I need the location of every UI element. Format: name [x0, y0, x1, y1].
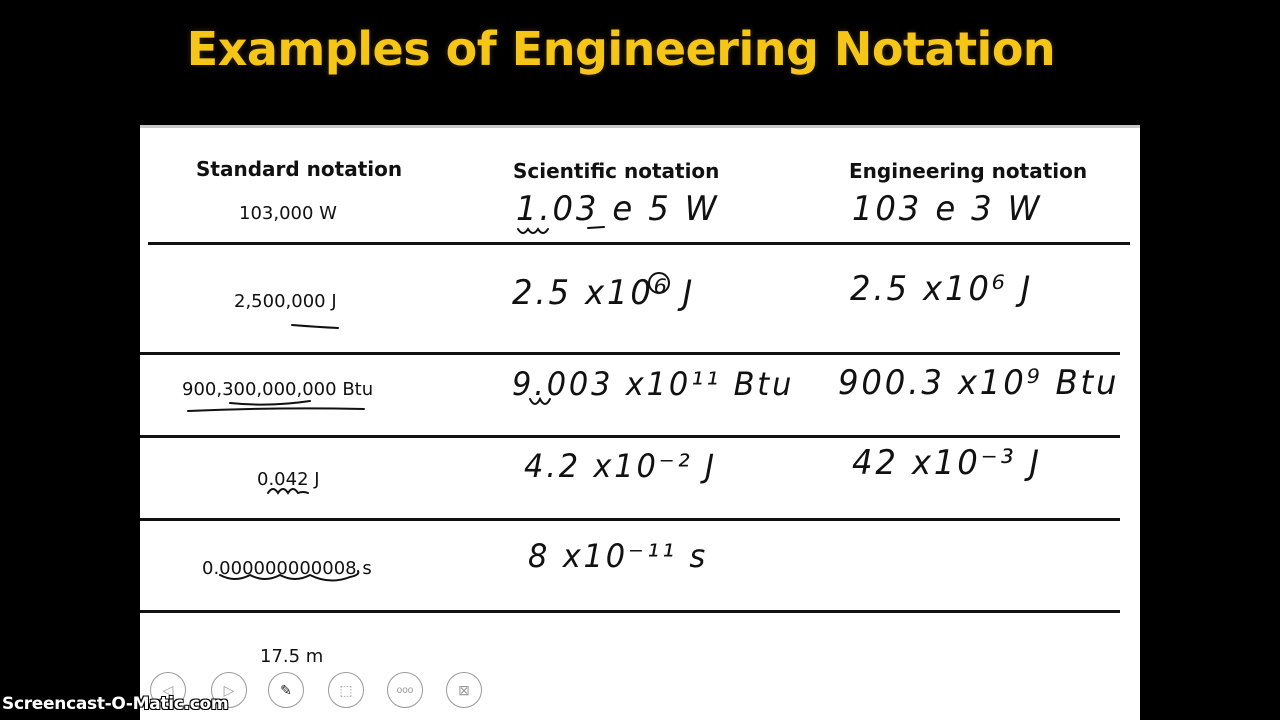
- end-show-button[interactable]: [446, 672, 482, 708]
- row1-standard: 103,000 W: [239, 203, 337, 224]
- header-engineering-notation: Engineering notation: [849, 159, 1088, 183]
- row4-scientific-handwritten: 4.2 x10⁻² J: [524, 447, 717, 485]
- row6-standard: 17.5 m: [260, 646, 324, 667]
- row5-scientific-handwritten: 8 x10⁻¹¹ s: [528, 537, 709, 575]
- row2-engineering-handwritten: 2.5 x10⁶ J: [850, 269, 1034, 309]
- row3-scientific-handwritten: 9.003 x10¹¹ Btu: [512, 365, 795, 403]
- header-scientific-notation: Scientific notation: [513, 159, 720, 183]
- zoom-icon: ⬚: [339, 681, 353, 698]
- row3-engineering-handwritten: 900.3 x10⁹ Btu: [838, 363, 1120, 403]
- row2-scientific-handwritten: 2.5 x10⁶ J: [512, 273, 696, 313]
- screencast-watermark: Screencast-O-Matic.com: [2, 694, 229, 714]
- triangle-left-icon: ◁: [162, 681, 174, 698]
- more-options-button[interactable]: [387, 672, 423, 708]
- row3-standard: 900,300,000,000 Btu: [182, 379, 374, 400]
- slide-title: Examples of Engineering Notation: [186, 22, 1056, 76]
- pen-tool-button[interactable]: [268, 672, 304, 708]
- row4-standard: 0.042 J: [257, 469, 320, 490]
- triangle-right-icon: ▷: [223, 681, 235, 698]
- row2-standard: 2,500,000 J: [234, 291, 337, 312]
- ellipsis-icon: ooo: [396, 684, 414, 696]
- pen-icon: ✎: [280, 681, 292, 698]
- ink-annotations: [140, 125, 1140, 720]
- row5-standard: 0.000000000008 s: [202, 558, 372, 579]
- header-standard-notation: Standard notation: [196, 157, 403, 181]
- row4-engineering-handwritten: 42 x10⁻³ J: [852, 443, 1042, 483]
- slide-canvas: [140, 125, 1140, 720]
- zoom-slide-button[interactable]: [328, 672, 364, 708]
- row1-engineering-handwritten: 103 e 3 W: [852, 189, 1043, 229]
- row1-scientific-handwritten: 1.03 e 5 W: [516, 189, 720, 229]
- monitor-close-icon: ⊠: [458, 681, 470, 698]
